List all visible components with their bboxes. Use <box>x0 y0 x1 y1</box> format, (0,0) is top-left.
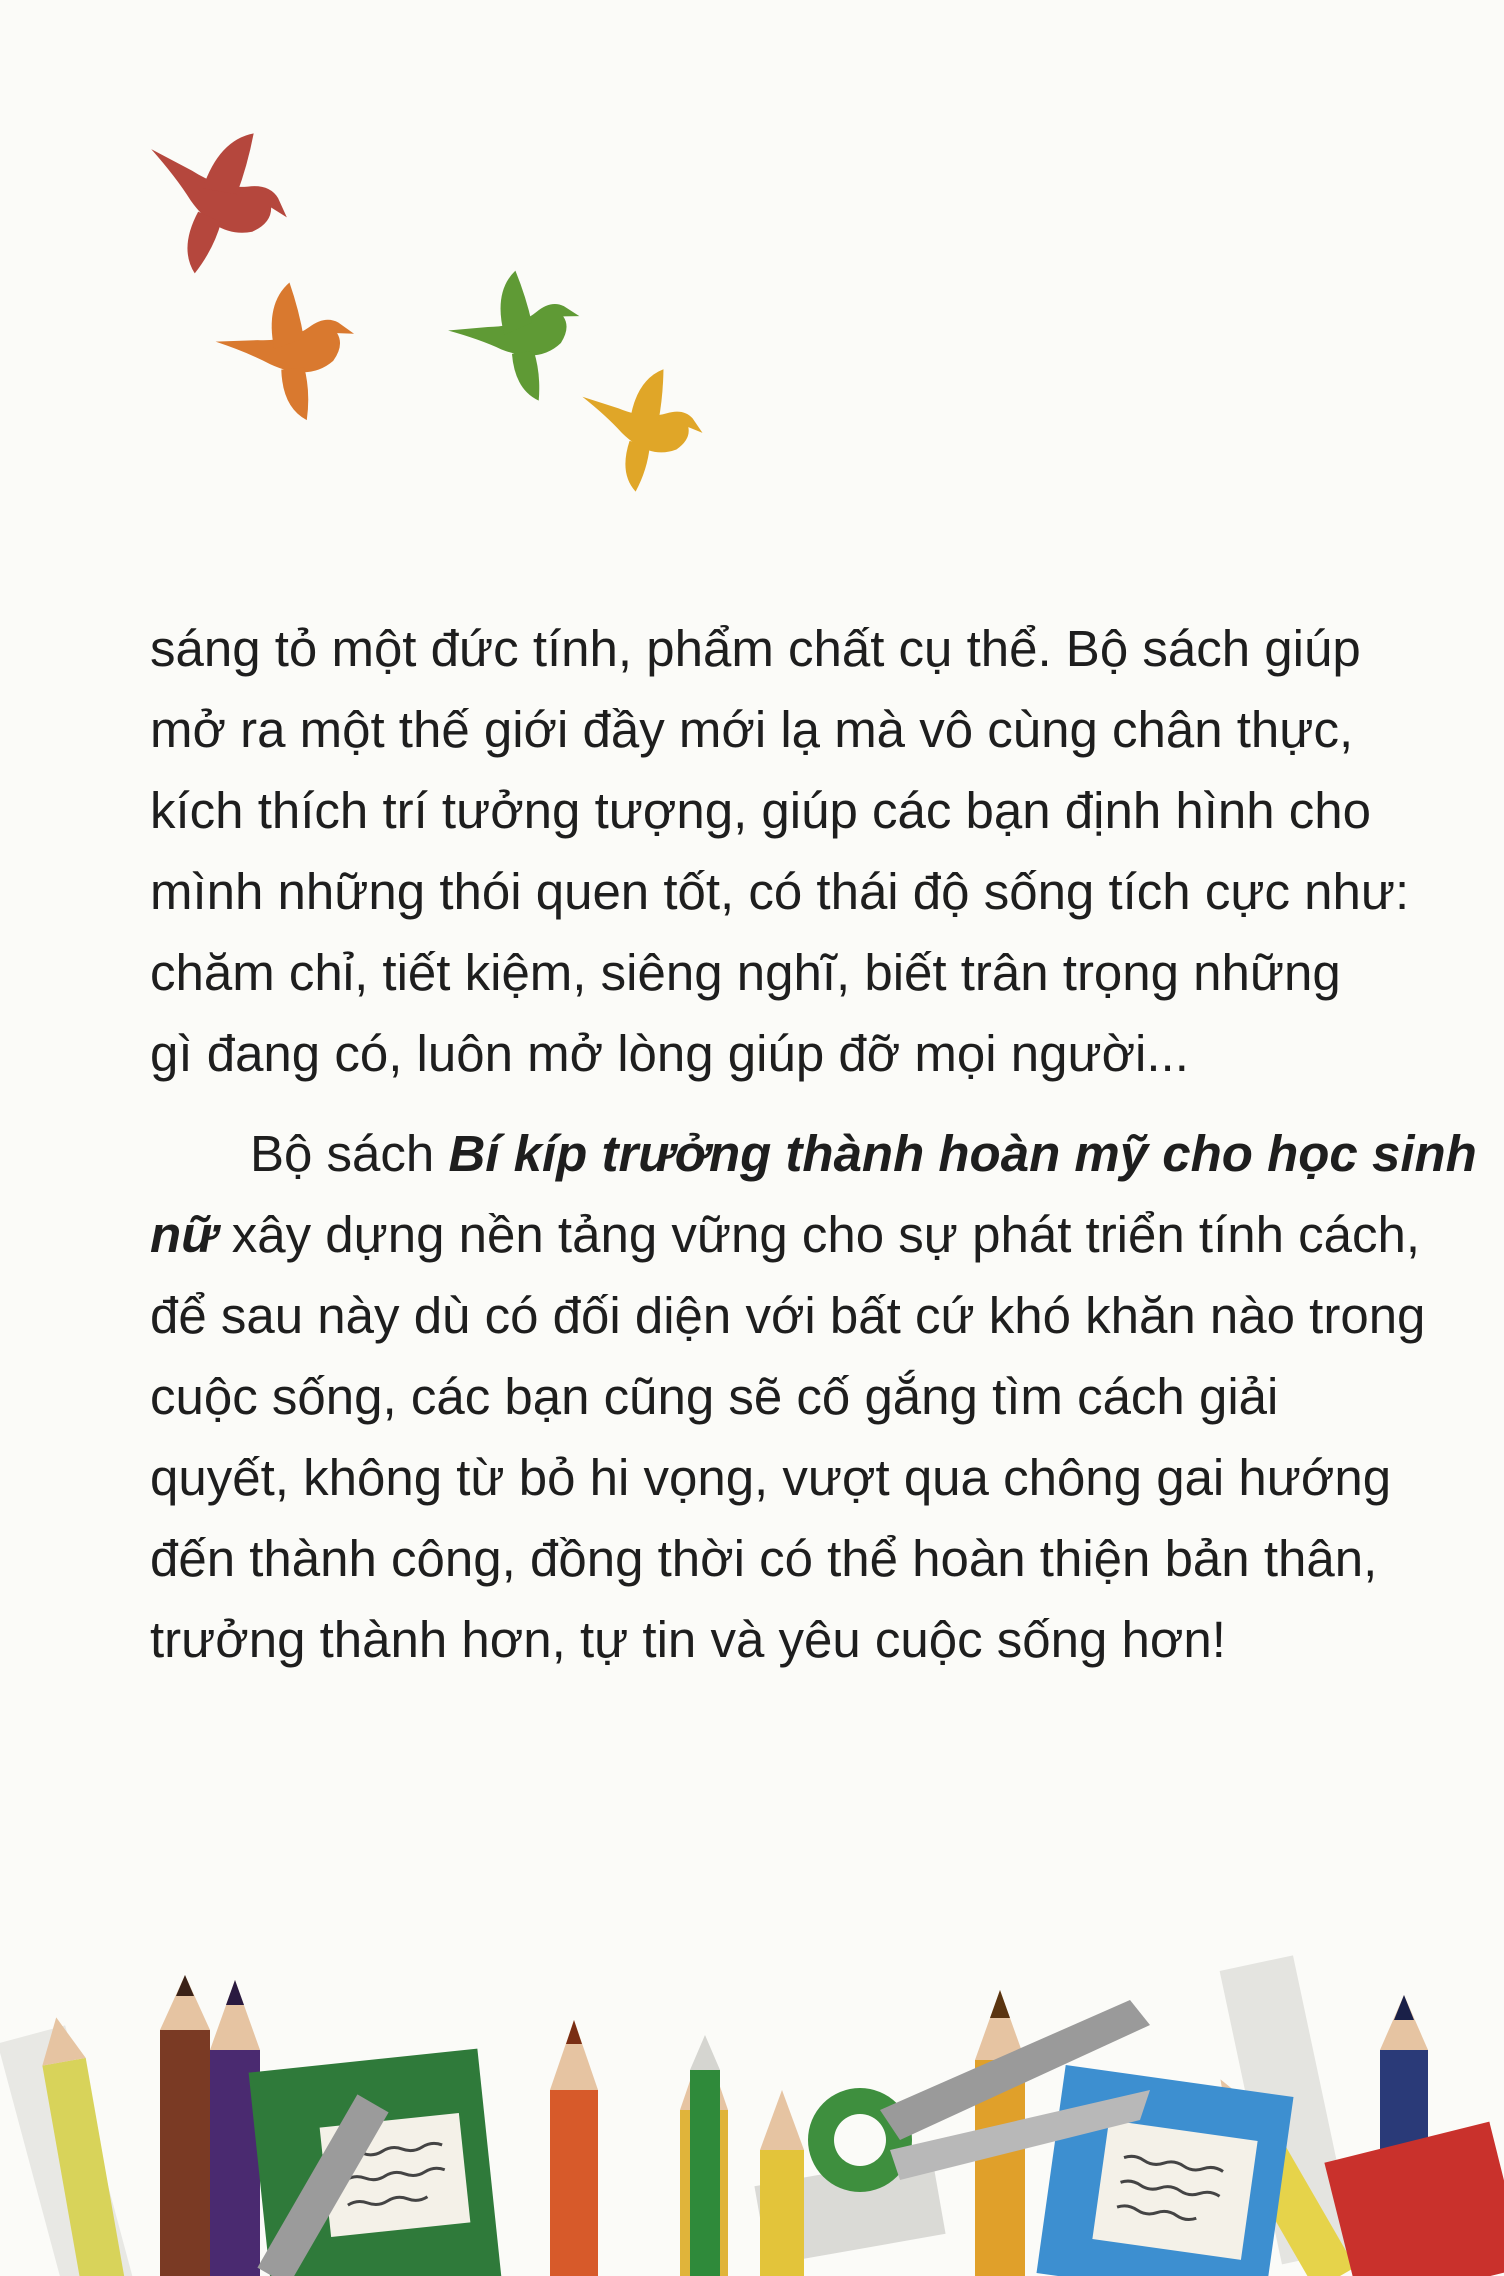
book-title: nữ <box>150 1206 218 1263</box>
bird-icon <box>441 263 590 412</box>
text-line: sáng tỏ một đức tính, phẩm chất cụ thể. Bộ sách giúp <box>150 620 1361 677</box>
text-run: xây dựng nền tảng vững cho sự phát triển tính cách, <box>217 1206 1421 1263</box>
text-line: cuộc sống, các bạn cũng sẽ cố gắng tìm cách giải <box>150 1368 1279 1425</box>
text-line <box>150 1113 1477 1194</box>
paragraph-1 <box>150 608 1450 1094</box>
text-line: kích thích trí tưởng tượng, giúp các bạn định hình cho <box>150 782 1372 839</box>
text-line: để sau này dù có đối diện với bất cứ khó khăn nào trong <box>150 1287 1426 1344</box>
bird-icon <box>211 277 361 427</box>
text-line: quyết, không từ bỏ hi vọng, vượt qua chông gai hướng <box>150 1449 1392 1506</box>
text-line: mở ra một thế giới đầy mới lạ mà vô cùng chân thực, <box>150 701 1354 758</box>
text-line: đến thành công, đồng thời có thể hoàn thiện bản thân, <box>150 1530 1378 1587</box>
text-line: trưởng thành hơn, tự tin và yêu cuộc sống hơn! <box>150 1611 1226 1668</box>
school-supplies-illustration <box>0 1940 1504 2276</box>
bird-icon <box>111 97 313 299</box>
text-line: gì đang có, luôn mở lòng giúp đỡ mọi người... <box>150 1025 1189 1082</box>
text-line: mình những thói quen tốt, có thái độ sống tích cực như: <box>150 863 1410 920</box>
paragraph-2 <box>150 1113 1477 1680</box>
body-text <box>150 608 1477 1680</box>
text-line <box>150 1194 1450 1275</box>
bird-icon <box>562 351 716 505</box>
birds-illustration <box>0 0 1504 560</box>
book-title: Bí kíp trưởng thành hoàn mỹ cho học sinh <box>448 1125 1477 1182</box>
text-line: chăm chỉ, tiết kiệm, siêng nghĩ, biết trân trọng những <box>150 944 1341 1001</box>
text-run: Bộ sách <box>250 1125 449 1182</box>
